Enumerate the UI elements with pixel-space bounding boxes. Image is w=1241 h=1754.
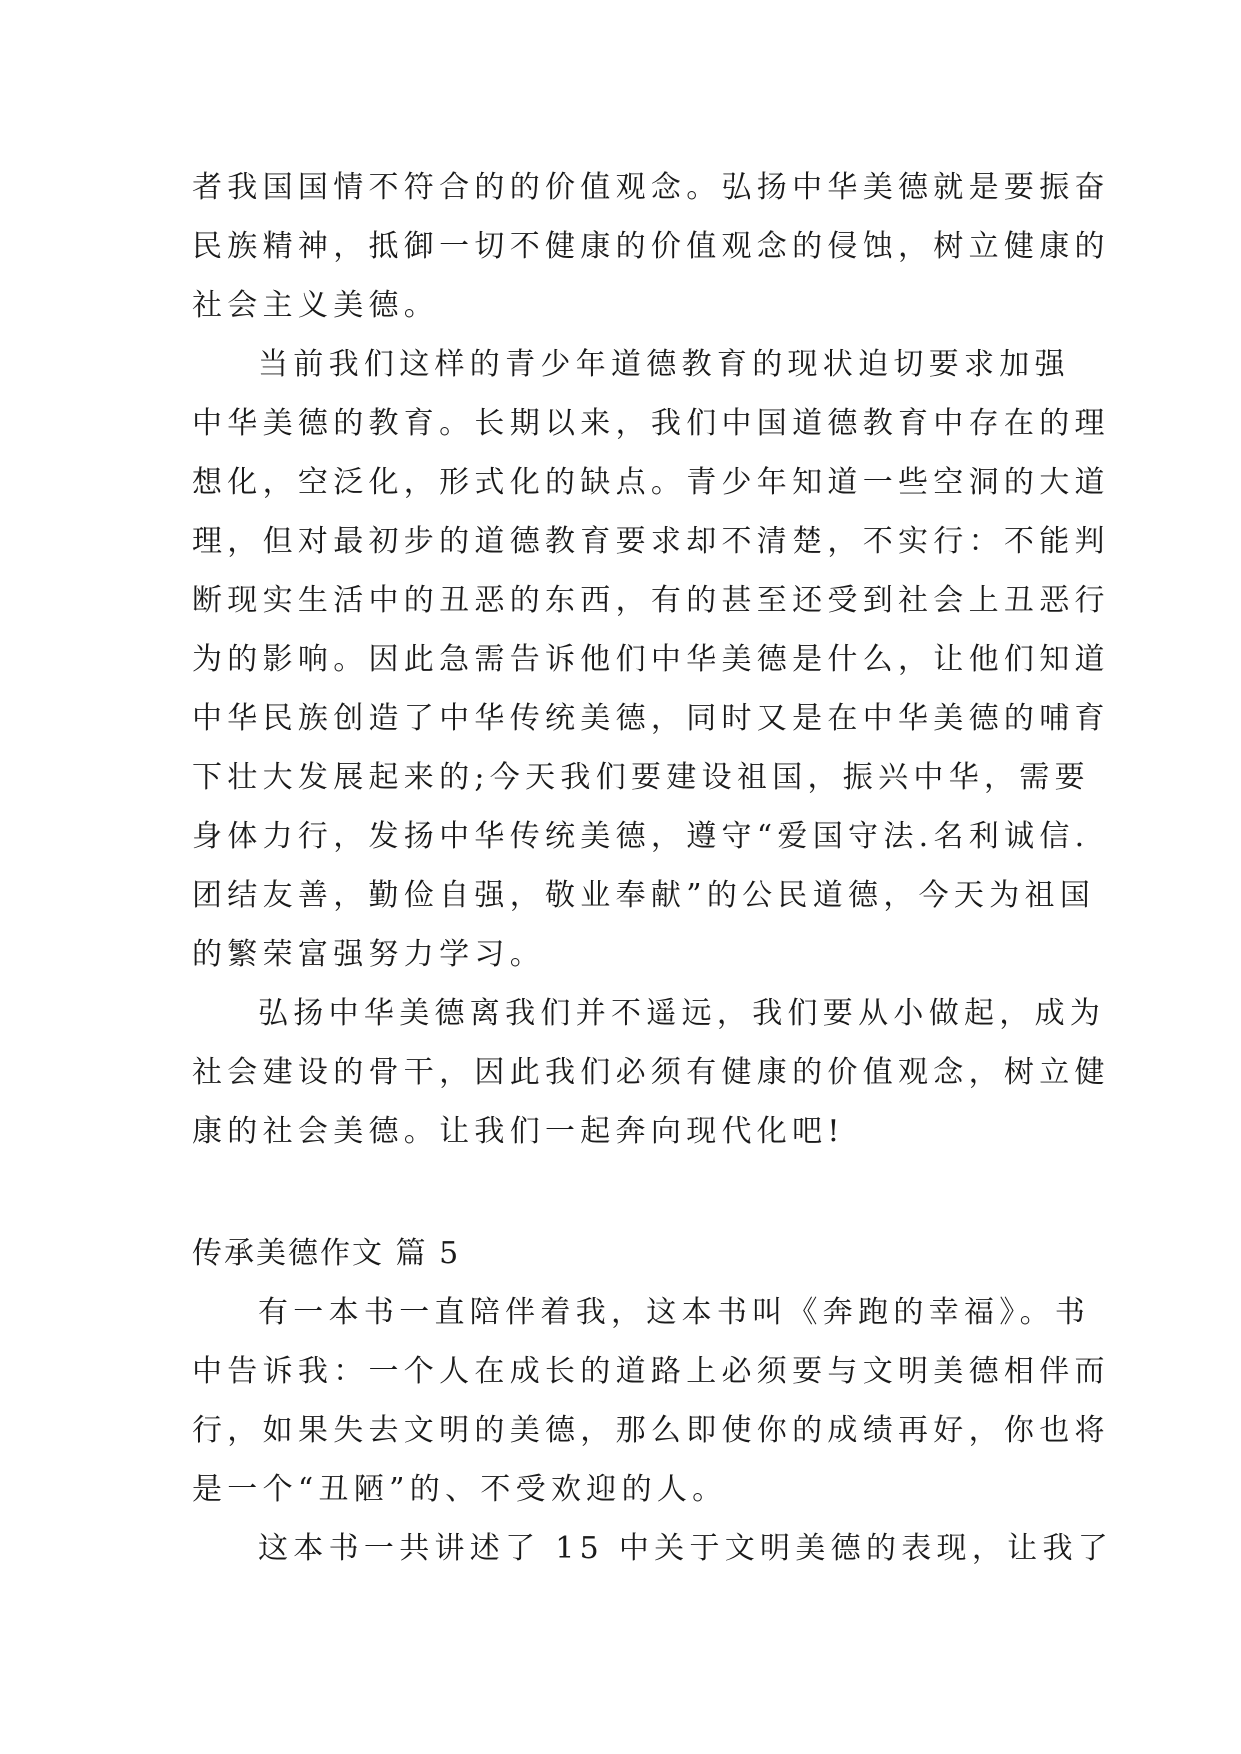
- text-line: 当前我们这样的青少年道德教育的现状迫切要求加强: [258, 347, 1070, 382]
- text-line: 中华民族创造了中华传统美德，同时又是在中华美德的哺育: [192, 701, 1110, 736]
- paragraph-book-content: [192, 1519, 1114, 1578]
- intro-paragraph: [192, 158, 1110, 335]
- document-body: [192, 158, 1114, 1578]
- text-line: 是一个“丑陋”的、不受欢迎的人。: [192, 1472, 728, 1507]
- text-line: 为的影响。因此急需告诉他们中华美德是什么，让他们知道: [192, 642, 1110, 677]
- text-line: 民族精神，抵御一切不健康的价值观念的侵蚀，树立健康的: [192, 229, 1110, 264]
- text-line: 康的社会美德。让我们一起奔向现代化吧!: [192, 1114, 845, 1149]
- paragraph-education-status: [192, 335, 1110, 984]
- section-heading: 传承美德作文 篇 5: [192, 1236, 461, 1271]
- text-line: 弘扬中华美德离我们并不遥远，我们要从小做起，成为: [258, 996, 1106, 1031]
- text-line: 身体力行，发扬中华传统美德，遵守“爱国守法.名利诚信.: [192, 819, 1090, 854]
- paragraph-conclusion: [192, 984, 1110, 1161]
- text-line: 中华美德的教育。长期以来，我们中国道德教育中存在的理: [192, 406, 1110, 441]
- text-line: 断现实生活中的丑恶的东西，有的甚至还受到社会上丑恶行: [192, 583, 1110, 618]
- text-line: 的繁荣富强努力学习。: [192, 937, 545, 972]
- text-line: 团结友善，勤俭自强，敬业奉献”的公民道德，今天为祖国: [192, 878, 1096, 913]
- text-line: 想化，空泛化，形式化的缺点。青少年知道一些空洞的大道: [192, 465, 1110, 500]
- text-line: 社会建设的骨干，因此我们必须有健康的价值观念，树立健: [192, 1055, 1110, 1090]
- text-line: 行，如果失去文明的美德，那么即使你的成绩再好，你也将: [192, 1413, 1110, 1448]
- text-line: 社会主义美德。: [192, 288, 440, 323]
- paragraph-book-intro: [192, 1283, 1110, 1519]
- text-line: 有一本书一直陪伴着我，这本书叫《奔跑的幸福》。书: [258, 1295, 1091, 1330]
- text-line: 这本书一共讲述了 15 中关于文明美德的表现，让我了: [258, 1531, 1114, 1566]
- text-line: 下壮大发展起来的;今天我们要建设祖国，振兴中华，需要: [192, 760, 1090, 795]
- text-line: 者我国国情不符合的的价值观念。弘扬中华美德就是要振奋: [192, 170, 1110, 205]
- text-line: 中告诉我：一个人在成长的道路上必须要与文明美德相伴而: [192, 1354, 1110, 1389]
- text-line: 理，但对最初步的道德教育要求却不清楚，不实行：不能判: [192, 524, 1110, 559]
